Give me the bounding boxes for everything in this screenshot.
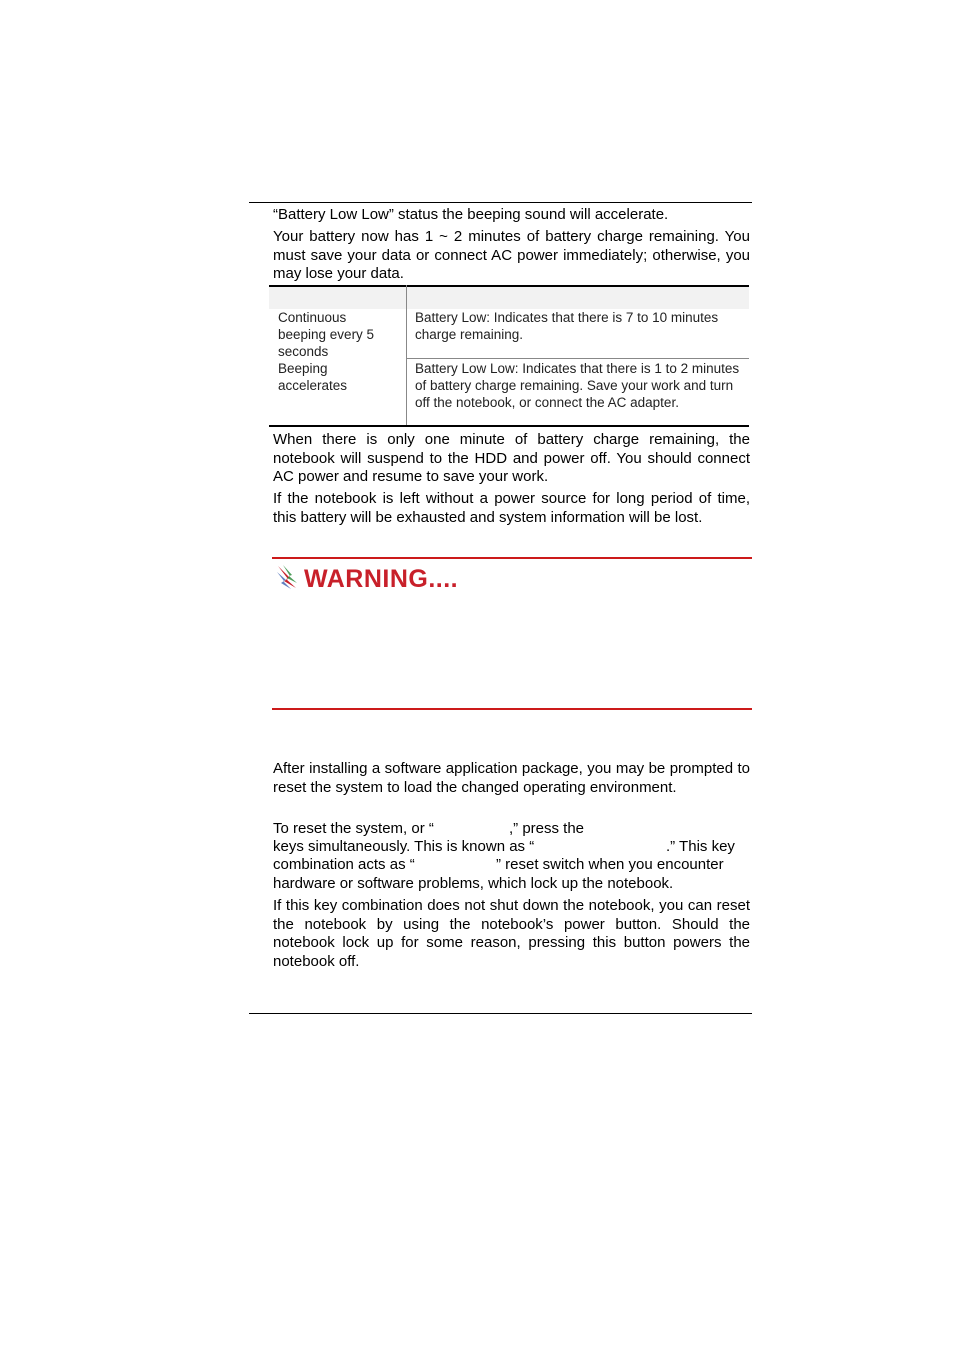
warning-top-rule — [272, 557, 752, 559]
warning-title: WARNING.... — [304, 564, 459, 593]
table-row-2-pattern: Beeping accelerates — [278, 361, 348, 393]
reset-line-2a: keys simultaneously. This is known as “ — [273, 838, 535, 855]
one-minute-paragraph: When there is only one minute of battery charge remaining, the notebook will suspend to the HDD and power off. You should connect AC power and resume to save your work. — [273, 431, 750, 485]
warning-heading — [276, 564, 458, 594]
power-button-paragraph: If this key combination does not shut down the notebook, you can reset the notebook by using the notebook’s power button. Should the notebook lock up for some reason, pressing this button powers the notebook off. — [273, 897, 750, 970]
power-source-paragraph: If the notebook is left without a power source for long period of time, this battery will be exhausted and system information will be lost. — [273, 490, 750, 526]
table-row-1-pattern: Continuous beeping every 5 seconds — [278, 310, 375, 359]
table-row-divider — [406, 358, 749, 359]
reset-line-2b: .” This key — [666, 838, 735, 855]
table-row-1-meaning: Battery Low: Indicates that there is 7 to 10 minutes charge remaining. — [415, 310, 719, 342]
warning-bottom-rule — [272, 708, 752, 710]
table-column-divider — [406, 285, 407, 427]
bottom-rule — [249, 1013, 752, 1014]
table-header — [269, 285, 749, 309]
reset-line-1b: ,” press the — [509, 820, 585, 837]
warning-arrows-icon — [276, 564, 300, 595]
reset-line-3b: ” reset switch when you encounter — [496, 856, 724, 873]
top-rule — [249, 202, 752, 203]
table-bottom-rule — [269, 425, 749, 427]
battery-remaining-paragraph: Your battery now has 1 ~ 2 minutes of battery charge remaining. You must save your data or connect AC power immediately; otherwise, you may lose your data. — [273, 228, 750, 282]
reset-line-1a: To reset the system, or “ — [273, 820, 434, 837]
battery-low-low-line: “Battery Low Low” status the beeping sound will accelerate. — [273, 206, 669, 223]
table-row-2-meaning: Battery Low Low: Indicates that there is 1 to 2 minutes of battery charge remaining. Save your work and turn off the notebook, or connect the AC adapter. — [415, 361, 740, 410]
beep-table — [269, 285, 749, 427]
reset-line-4: hardware or software problems, which lock up the notebook. — [273, 875, 674, 892]
reset-intro-paragraph: After installing a software application package, you may be prompted to reset the system to load the changed operating environment. — [273, 760, 750, 796]
reset-line-3a: combination acts as “ — [273, 856, 415, 873]
